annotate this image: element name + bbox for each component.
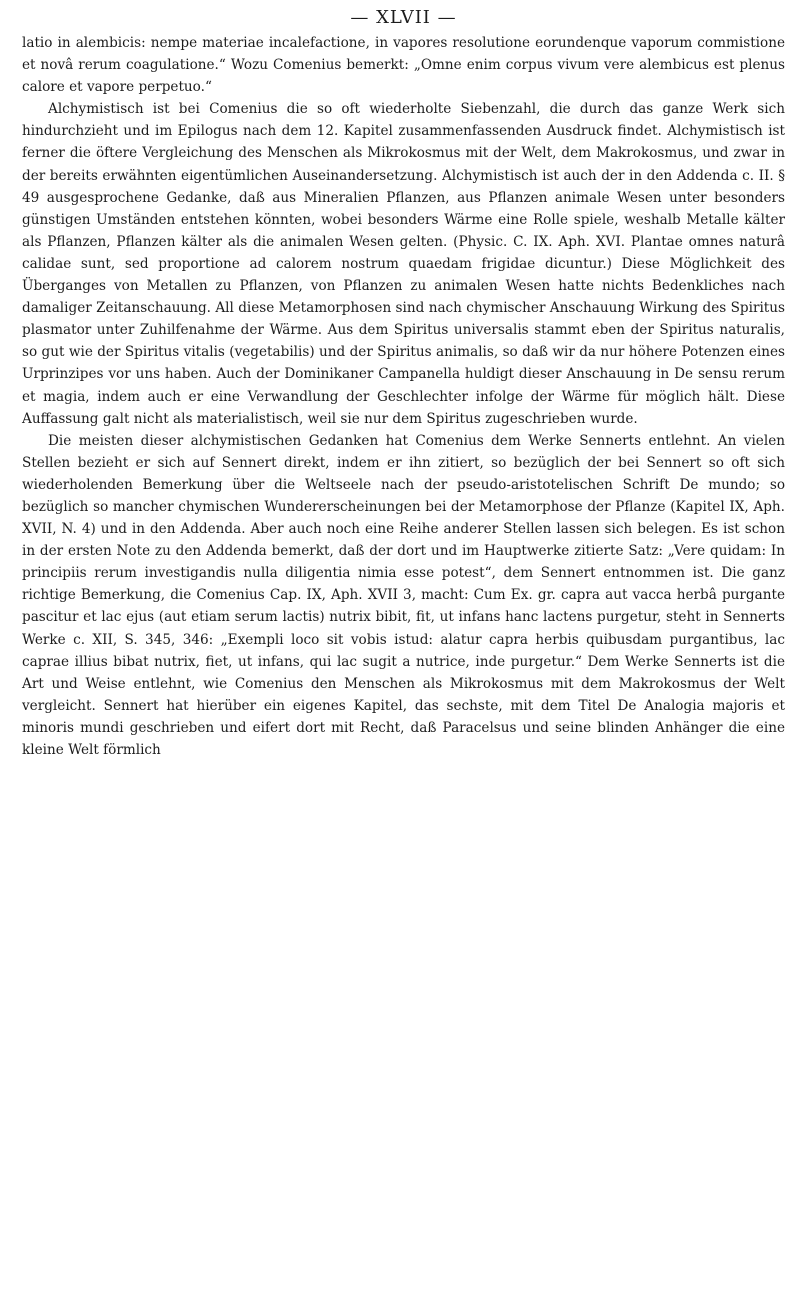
page-number: — XLVII — [350, 7, 457, 28]
body-text [22, 32, 785, 761]
paragraph-3: Die meisten dieser alchymistischen Gedanken hat Comenius dem Werke Sennerts entlehnt. An vielen Stellen bezieht er sich auf Sennert direkt, indem er ihn zitiert, so bezüglich der bei Sennert so oft sich wiederholenden Bemerkung über die Weltseele nach der pseudo-aristotelischen Schrift De mundo; so bezüglich so mancher chymischen Wundererscheinungen bei der Metamorphose der Pflanze (Kapitel IX, Aph. XVII, N. 4) und in den Addenda. Aber auch noch eine Reihe anderer Stellen lassen sich belegen. Es ist schon in der ersten Note zu den Addenda bemerkt, daß der dort und im Hauptwerke zitierte Satz: „Vere quidam: In principiis rerum investigandis nulla diligentia nimia esse potest“, dem Sennert entnommen ist. Die ganz richtige Bemerkung, die Comenius Cap. IX, Aph. XVII 3, macht: Cum Ex. gr. capra aut vacca herbâ purgante pascitur et lac ejus (aut etiam serum lactis) nutrix bibit, fit, ut infans hanc lactens purgetur, steht in Sennerts Werke c. XII, S. 345, 346: „Exempli loco sit vobis istud: alatur capra herbis quibusdam purgantibus, lac caprae illius bibat nutrix, fiet, ut infans, qui lac sugit a nutrice, inde purgetur.“ Dem Werke Sennerts ist die Art und Weise entlehnt, wie Comenius den Menschen als Mikrokosmus mit dem Makrokosmus der Welt vergleicht. Sennert hat hierüber ein eigenes Kapitel, das sechste, mit dem Titel De Analogia majoris et minoris mundi geschrieben und eifert dort mit Recht, daß Paracelsus und seine blinden Anhänger die eine kleine Welt förmlich [22, 432, 785, 758]
paragraph-1: latio in alembicis: nempe materiae incalefactione, in vapores resolutione eorundenque vaporum commistione et novâ rerum coagulatione.“ Wozu Comenius bemerkt: „Omne enim corpus vivum vere alembicus est plenus calore et vapore perpetuo.“ [22, 35, 785, 96]
paragraph-2: Alchymistisch ist bei Comenius die so oft wiederholte Siebenzahl, die durch das ganze Werk sich hindurchzieht und im Epilogus nach dem 12. Kapitel zusammenfassenden Ausdruck findet. Alchymistisch ist ferner die öftere Vergleichung des Menschen als Mikrokosmus mit der Welt, dem Makrokosmus, und zwar in der bereits erwähnten eigentümlichen Auseinandersetzung. Alchymistisch ist auch der in den Addenda c. II. § 49 ausgesprochene Gedanke, daß aus Mineralien Pflanzen, aus Pflanzen animale Wesen unter besonders günstigen Umständen entstehen könnten, wobei besonders Wärme eine Rolle spiele, weshalb Metalle kälter als Pflanzen, Pflanzen kälter als die animalen Wesen gelten. (Physic. C. IX. Aph. XVI. Plantae omnes naturâ calidae sunt, sed proportione ad calorem nostrum quaedam frigidae dicuntur.) Diese Möglichkeit des Überganges von Metallen zu Pflanzen, von Pflanzen zu animalen Wesen hatte nichts Bedenkliches nach damaliger Zeitanschauung. All diese Metamorphosen sind nach chymischer Anschauung Wirkung des Spiritus plasmator unter Zuhilfenahme der Wärme. Aus dem Spiritus universalis stammt eben der Spiritus naturalis, so gut wie der Spiritus vitalis (vegetabilis) und der Spiritus animalis, so daß wir da nur höhere Potenzen eines Urprinzipes vor uns haben. Auch der Dominikaner Campanella huldigt dieser Anschauung in De sensu rerum et magia, indem auch er eine Verwandlung der Geschlechter infolge der Wärme für möglich hält. Diese Auffassung galt nicht als materialistisch, weil sie nur dem Spiritus zugeschrieben wurde. [22, 101, 785, 427]
